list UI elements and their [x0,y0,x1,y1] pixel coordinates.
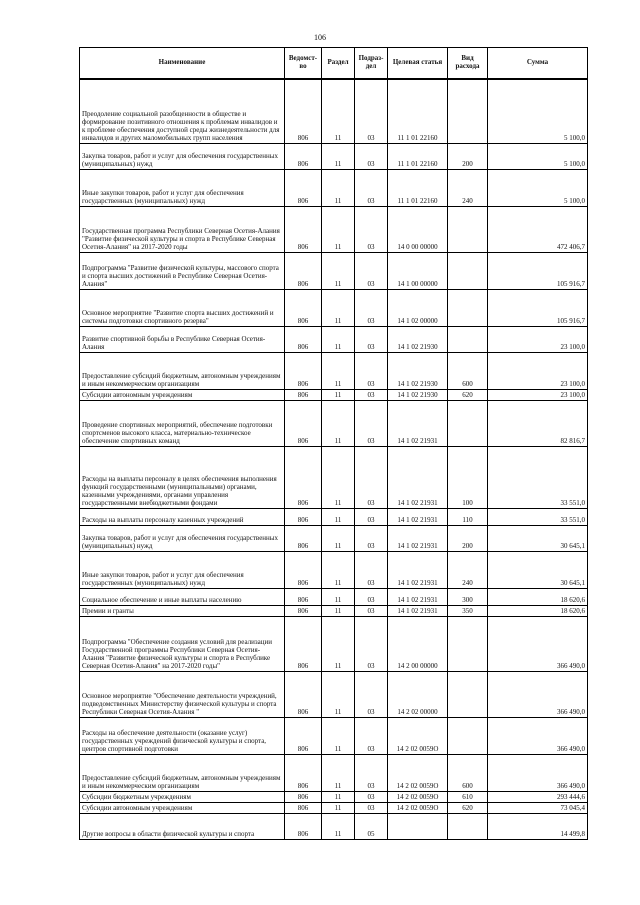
row-podrazdel: 03 [355,252,388,289]
row-razdel: 11 [322,446,355,508]
header-razdel: Раздел [322,48,355,80]
row-name: Социальное обеспечение и иные выплаты населению [80,588,285,605]
row-vedomstvo: 806 [285,352,322,389]
row-sum: 30 645,1 [488,551,588,588]
row-name: Основное мероприятие "Обеспечение деятельности учреждений, подведомственных Министерству физической культуры и спорта Республики Северная Осетия-Алания " [80,671,285,717]
table-row [80,605,588,616]
row-target-article: 14 1 02 21930 [388,352,448,389]
page-number: 106 [314,33,326,42]
row-sum: 14 499,8 [488,813,588,839]
row-podrazdel: 03 [355,588,388,605]
row-vedomstvo: 806 [285,326,322,352]
row-vedomstvo: 806 [285,143,322,169]
row-razdel: 11 [322,671,355,717]
row-sum: 23 100,0 [488,389,588,400]
table-row [80,717,588,754]
row-sum: 472 406,7 [488,206,588,252]
row-sum: 366 490,0 [488,717,588,754]
row-name: Субсидии бюджетным учреждениям [80,791,285,802]
row-razdel: 11 [322,326,355,352]
header-vedomstvo: Ведомст-во [285,48,322,80]
row-vedomstvo: 806 [285,616,322,671]
row-name: Основное мероприятие "Развитие спорта высших достижений и системы подготовки спортивного резерва" [80,289,285,326]
row-sum: 5 100,0 [488,143,588,169]
row-name: Субсидии автономным учреждениям [80,389,285,400]
table-row [80,252,588,289]
row-vedomstvo: 806 [285,551,322,588]
row-target-article: 11 1 01 22160 [388,79,448,143]
row-expense-type: 240 [448,551,488,588]
row-name: Подпрограмма "Обеспечение создания условий для реализации Государственной программы Республики Северная Осетия-Алания "Развитие физической культуры и спорта в Республике Северная Осетия-Алания" на 2017-2020 годы" [80,616,285,671]
row-expense-type: 610 [448,791,488,802]
row-podrazdel: 03 [355,525,388,551]
row-sum: 18 620,6 [488,588,588,605]
row-sum: 105 916,7 [488,289,588,326]
row-name: Расходы на выплаты персоналу казенных учреждений [80,508,285,525]
header-expense-type: Вид расхода [448,48,488,80]
table-row [80,616,588,671]
row-target-article: 14 1 02 21931 [388,525,448,551]
row-target-article: 14 2 02 0059О [388,754,448,791]
row-expense-type: 600 [448,352,488,389]
row-podrazdel: 03 [355,616,388,671]
row-sum: 366 490,0 [488,616,588,671]
row-razdel: 11 [322,508,355,525]
row-vedomstvo: 806 [285,525,322,551]
row-target-article: 14 2 00 00000 [388,616,448,671]
row-expense-type: 600 [448,754,488,791]
row-podrazdel: 03 [355,389,388,400]
row-vedomstvo: 806 [285,802,322,813]
table-row [80,671,588,717]
row-sum: 82 816,7 [488,400,588,446]
row-expense-type [448,717,488,754]
row-name: Преодоление социальной разобщенности в обществе и формирование позитивного отношения к проблемам инвалидов и к проблеме обеспечения доступной среды жизнедеятельности для инвалидов и других маломобильных групп населения [80,79,285,143]
row-vedomstvo: 806 [285,588,322,605]
row-podrazdel: 05 [355,813,388,839]
row-razdel: 11 [322,389,355,400]
row-sum: 18 620,6 [488,605,588,616]
row-vedomstvo: 806 [285,169,322,206]
row-podrazdel: 03 [355,551,388,588]
row-target-article [388,813,448,839]
row-podrazdel: 03 [355,671,388,717]
row-razdel: 11 [322,143,355,169]
row-sum: 33 551,0 [488,508,588,525]
table-row [80,813,588,839]
row-podrazdel: 03 [355,169,388,206]
row-vedomstvo: 806 [285,389,322,400]
row-expense-type: 200 [448,143,488,169]
row-name: Предоставление субсидий бюджетным, автономным учреждениям и иным некоммерческим организациям [80,754,285,791]
row-vedomstvo: 806 [285,508,322,525]
row-vedomstvo: 806 [285,446,322,508]
row-sum: 293 444,6 [488,791,588,802]
row-expense-type: 620 [448,389,488,400]
row-expense-type [448,813,488,839]
row-name: Иные закупки товаров, работ и услуг для обеспечения государственных (муниципальных) нужд [80,169,285,206]
row-sum: 73 045,4 [488,802,588,813]
row-target-article: 14 1 02 21931 [388,446,448,508]
table-row [80,79,588,143]
row-vedomstvo: 806 [285,717,322,754]
row-expense-type: 110 [448,508,488,525]
row-target-article: 11 1 01 22160 [388,169,448,206]
row-podrazdel: 03 [355,352,388,389]
header-sum: Сумма [488,48,588,80]
row-target-article: 14 2 02 0059О [388,791,448,802]
table-row [80,791,588,802]
row-expense-type [448,616,488,671]
row-podrazdel: 03 [355,326,388,352]
row-razdel: 11 [322,525,355,551]
row-razdel: 11 [322,813,355,839]
row-expense-type [448,671,488,717]
row-name: Развитие спортивной борьбы в Республике Северная Осетия-Алания [80,326,285,352]
row-razdel: 11 [322,791,355,802]
row-podrazdel: 03 [355,754,388,791]
row-name: Иные закупки товаров, работ и услуг для обеспечения государственных (муниципальных) нужд [80,551,285,588]
row-sum: 33 551,0 [488,446,588,508]
row-vedomstvo: 806 [285,791,322,802]
row-razdel: 11 [322,352,355,389]
row-razdel: 11 [322,169,355,206]
row-razdel: 11 [322,400,355,446]
row-expense-type: 350 [448,605,488,616]
row-vedomstvo: 806 [285,79,322,143]
row-target-article: 14 1 02 21931 [388,605,448,616]
row-target-article: 14 1 02 21931 [388,400,448,446]
table-row [80,389,588,400]
row-expense-type: 300 [448,588,488,605]
table-row [80,551,588,588]
row-expense-type [448,252,488,289]
row-razdel: 11 [322,802,355,813]
row-name: Предоставление субсидий бюджетным, автономным учреждениям и иным некоммерческим организациям [80,352,285,389]
row-podrazdel: 03 [355,289,388,326]
table-header-row [80,48,588,80]
row-razdel: 11 [322,605,355,616]
row-target-article: 14 1 02 21930 [388,326,448,352]
row-razdel: 11 [322,588,355,605]
row-expense-type: 100 [448,446,488,508]
row-target-article: 14 2 02 0059О [388,717,448,754]
row-sum: 23 100,0 [488,326,588,352]
table-row [80,169,588,206]
row-vedomstvo: 806 [285,813,322,839]
row-sum: 366 490,0 [488,754,588,791]
row-razdel: 11 [322,551,355,588]
row-name: Подпрограмма "Развитие физической культуры, массового спорта и спорта высших достижений в Республике Северная Осетия-Алания" [80,252,285,289]
row-name: Расходы на выплаты персоналу в целях обеспечения выполнения функций государственными (муниципальными) органами, казенными учреждениями, органами управления государственными внебюджетными фондами [80,446,285,508]
row-podrazdel: 03 [355,717,388,754]
row-target-article: 14 1 02 21931 [388,508,448,525]
row-podrazdel: 03 [355,508,388,525]
row-vedomstvo: 806 [285,206,322,252]
row-podrazdel: 03 [355,143,388,169]
row-name: Другие вопросы в области физической культуры и спорта [80,813,285,839]
row-target-article: 14 2 02 0059О [388,802,448,813]
row-expense-type [448,79,488,143]
row-name: Государственная программа Республики Северная Осетия-Алания "Развитие физической культуры и спорта в Республике Северная Осетия-Алания" на 2017-2020 годы [80,206,285,252]
row-razdel: 11 [322,754,355,791]
table-row [80,289,588,326]
table-row [80,206,588,252]
row-target-article: 11 1 01 22160 [388,143,448,169]
row-sum: 5 100,0 [488,79,588,143]
table-row [80,754,588,791]
row-expense-type: 620 [448,802,488,813]
row-name: Закупка товаров, работ и услуг для обеспечения государственных (муниципальных) нужд [80,525,285,551]
row-target-article: 14 1 02 21930 [388,389,448,400]
table-row [80,525,588,551]
row-sum: 105 916,7 [488,252,588,289]
row-sum: 23 100,0 [488,352,588,389]
row-expense-type [448,206,488,252]
row-podrazdel: 03 [355,791,388,802]
row-name: Субсидии автономным учреждениям [80,802,285,813]
header-podrazdel: Подраз-дел [355,48,388,80]
row-vedomstvo: 806 [285,671,322,717]
row-razdel: 11 [322,616,355,671]
row-name: Расходы на обеспечение деятельности (оказание услуг) государственных учреждений физической культуры и спорта, центров спортивной подготовки [80,717,285,754]
table-row [80,400,588,446]
budget-table [79,47,588,840]
table-row [80,326,588,352]
row-podrazdel: 03 [355,400,388,446]
row-expense-type [448,289,488,326]
row-podrazdel: 03 [355,605,388,616]
row-vedomstvo: 806 [285,605,322,616]
row-podrazdel: 03 [355,79,388,143]
row-sum: 5 100,0 [488,169,588,206]
row-target-article: 14 1 00 00000 [388,252,448,289]
table-row [80,143,588,169]
row-target-article: 14 0 00 00000 [388,206,448,252]
row-target-article: 14 1 02 21931 [388,588,448,605]
row-vedomstvo: 806 [285,400,322,446]
row-expense-type [448,400,488,446]
table-row [80,446,588,508]
row-sum: 30 645,1 [488,525,588,551]
row-razdel: 11 [322,79,355,143]
row-vedomstvo: 806 [285,754,322,791]
header-name: Наименование [80,48,285,80]
row-name: Закупка товаров, работ и услуг для обеспечения государственных (муниципальных) нужд [80,143,285,169]
table-row [80,802,588,813]
row-target-article: 14 1 02 21931 [388,551,448,588]
row-podrazdel: 03 [355,206,388,252]
table-row [80,508,588,525]
table-row [80,352,588,389]
row-razdel: 11 [322,717,355,754]
row-podrazdel: 03 [355,446,388,508]
row-target-article: 14 2 02 00000 [388,671,448,717]
row-name: Премии и гранты [80,605,285,616]
header-target-article: Целевая статья [388,48,448,80]
row-podrazdel: 03 [355,802,388,813]
row-expense-type [448,326,488,352]
row-expense-type: 240 [448,169,488,206]
table-row [80,588,588,605]
row-razdel: 11 [322,289,355,326]
row-razdel: 11 [322,206,355,252]
row-target-article: 14 1 02 00000 [388,289,448,326]
row-razdel: 11 [322,252,355,289]
row-vedomstvo: 806 [285,252,322,289]
row-vedomstvo: 806 [285,289,322,326]
row-name: Проведение спортивных мероприятий, обеспечение подготовки спортсменов высокого класса, материально-техническое обеспечение спортивных команд [80,400,285,446]
row-expense-type: 200 [448,525,488,551]
row-sum: 366 490,0 [488,671,588,717]
